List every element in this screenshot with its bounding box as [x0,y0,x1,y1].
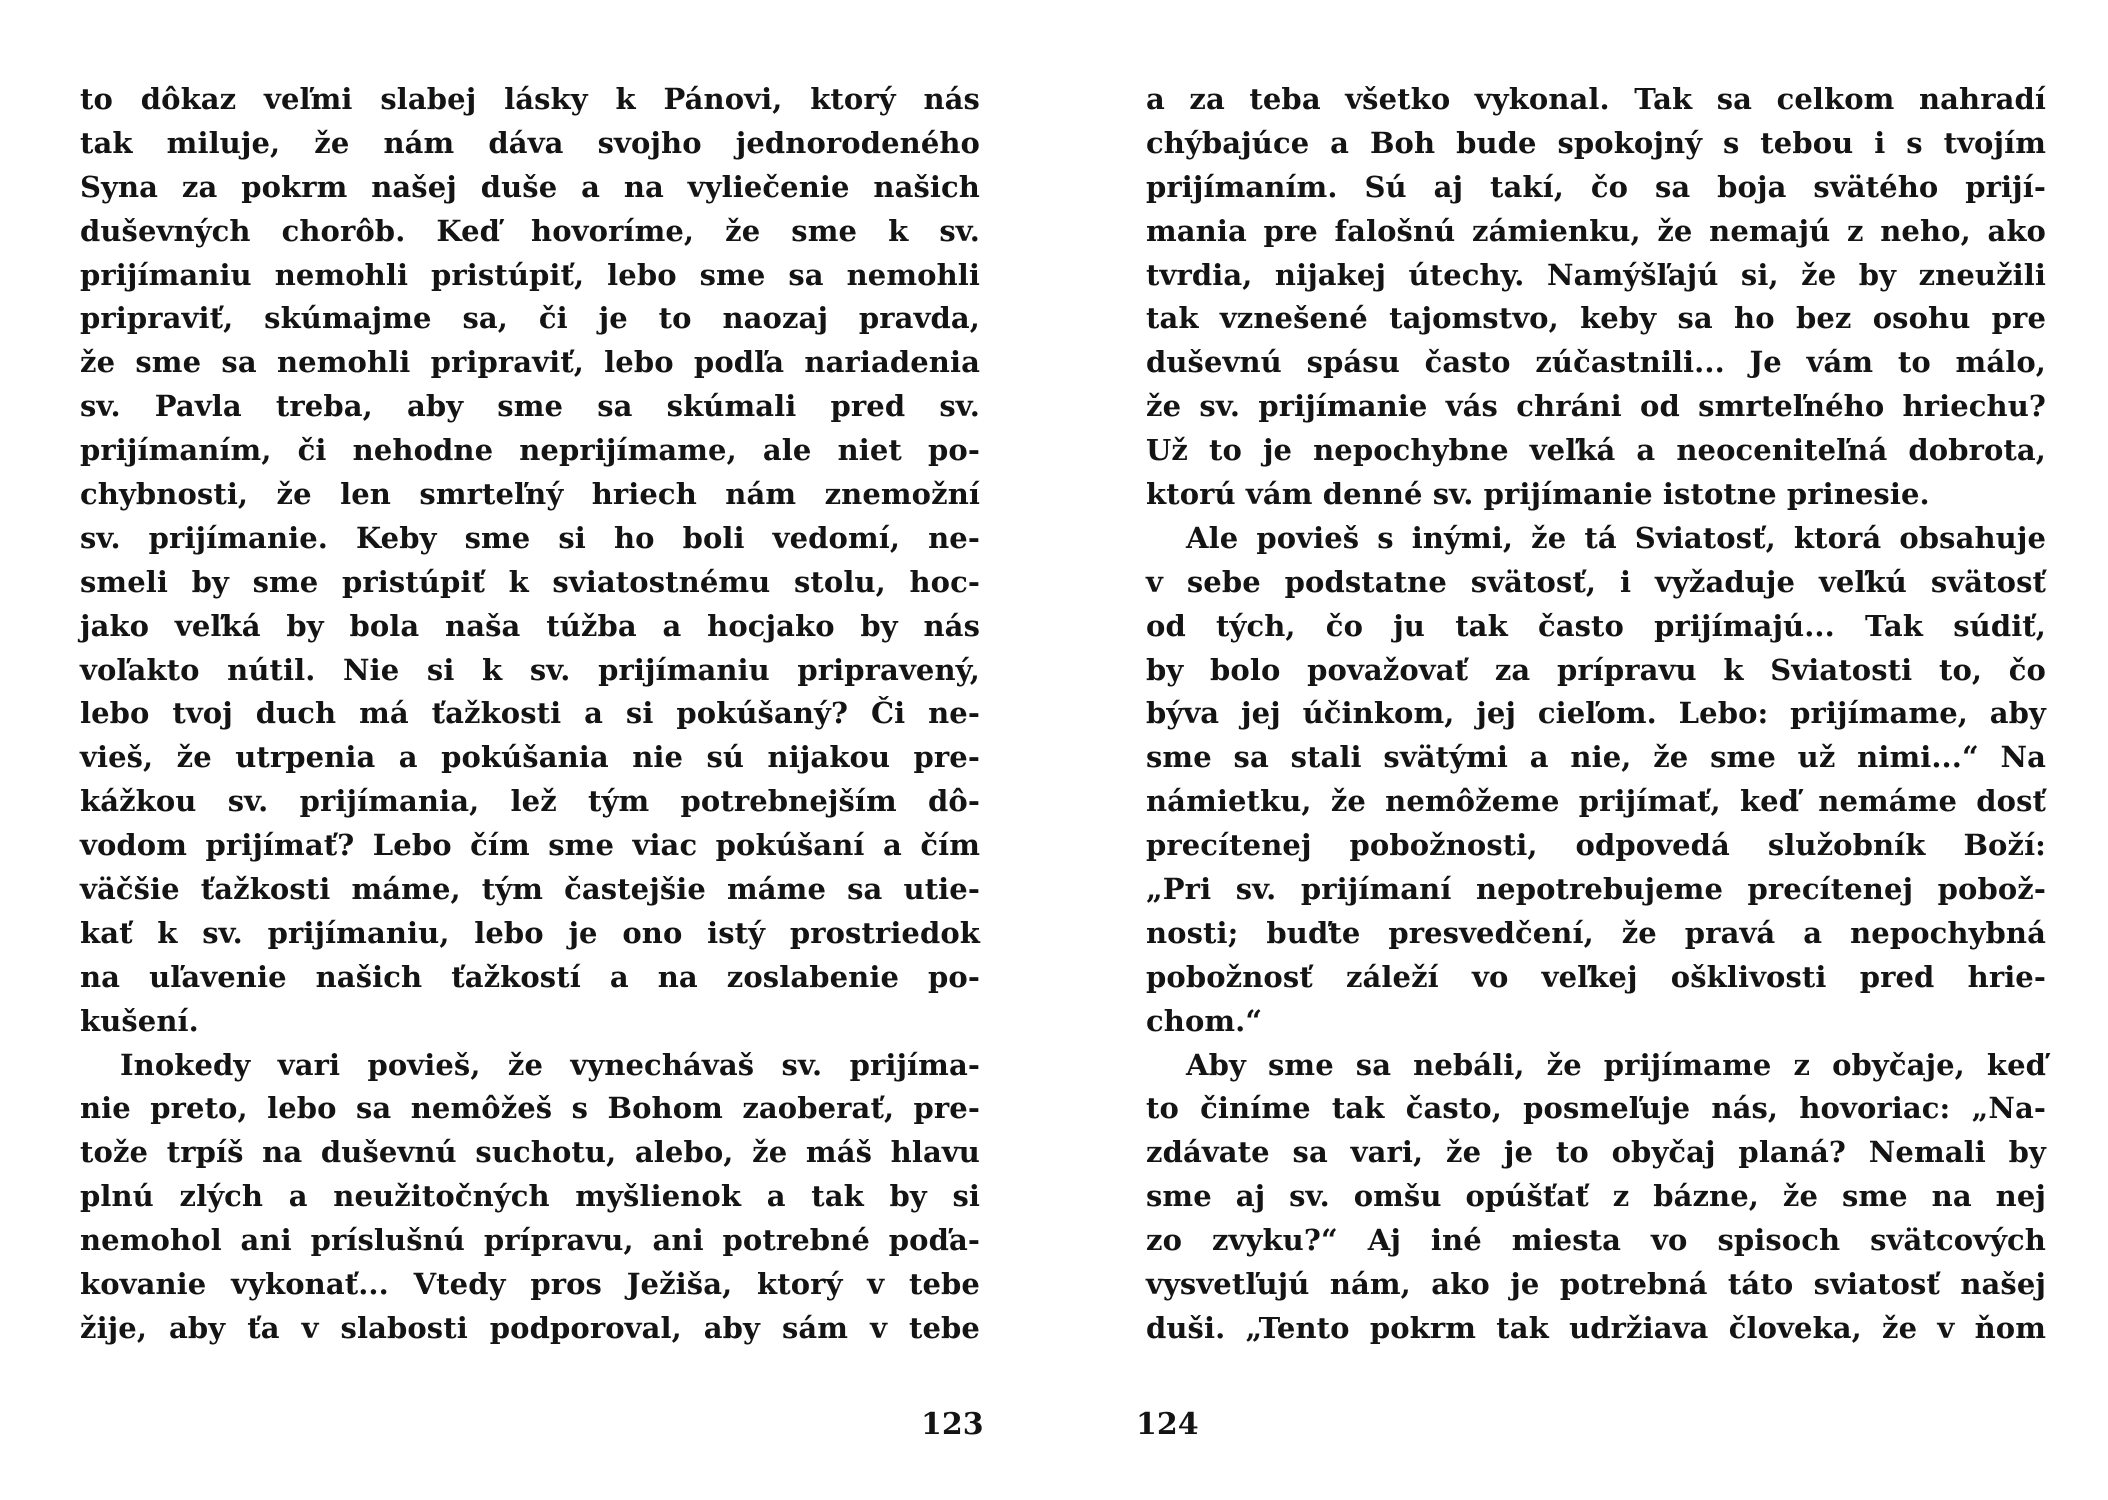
text-line: prijímaním, či nehodne neprijímame, ale niet po- [80,433,980,468]
right-page-text [1146,78,2046,1351]
text-line: prijímaním. Sú aj takí, čo sa boja svätého prijí- [1146,169,2046,204]
left-page-text [80,78,980,1351]
text-line: precítenej pobožnosti, odpovedá služobník Boží: [1146,828,2046,863]
text-line: chybnosti, že len smrteľný hriech nám znemožní [80,477,980,512]
text-line: mania pre falošnú zámienku, že nemajú z neho, ako [1146,213,2046,248]
text-line: by bolo považovať za prípravu k Sviatosti to, čo [1146,652,2046,687]
text-line: v sebe podstatne svätosť, i vyžaduje veľkú svätosť [1146,564,2046,599]
text-line: že sme sa nemohli pripraviť, lebo podľa nariadenia [80,345,980,380]
paragraph-first-line: Ale povieš s inými, že tá Sviatosť, ktorá obsahuje [1186,520,2046,555]
page-number: 124 [1136,1407,1199,1442]
text-line: kušení. [80,1003,199,1038]
text-line: to dôkaz veľmi slabej lásky k Pánovi, ktorý nás [80,82,980,116]
text-line: sv. Pavla treba, aby sme sa skúmali pred sv. [80,389,980,424]
text-line: duševnú spásu často zúčastnili... Je vám to málo, [1146,345,2046,380]
text-line: nemohol ani príslušnú prípravu, ani potrebné poďa- [80,1223,980,1258]
text-line: tože trpíš na duševnú suchotu, alebo, že máš hlavu [80,1135,980,1170]
text-line: väčšie ťažkosti máme, tým častejšie máme sa utie- [80,872,980,907]
text-line: že sv. prijímanie vás chráni od smrteľného hriechu? [1146,389,2046,424]
paragraph-first-line: Aby sme sa nebáli, že prijímame z obyčaje, keď [1186,1047,2046,1082]
text-line: chom.“ [1146,1003,1263,1038]
text-line: býva jej účinkom, jej cieľom. Lebo: prijímame, aby [1146,696,2046,731]
text-line: kať k sv. prijímaniu, lebo je ono istý prostriedok [80,915,980,950]
text-line: ktorú vám denné sv. prijímanie istotne prinesie. [1146,477,1930,512]
text-line: plnú zlých a neužitočných myšlienok a tak by si [80,1179,980,1214]
text-line: na uľavenie našich ťažkostí a na zoslabenie po- [80,959,980,994]
text-line: prijímaniu nemohli pristúpiť, lebo sme sa nemohli [80,257,980,292]
text-line: zdávate sa vari, že je to obyčaj planá? Nemali by [1146,1135,2046,1170]
text-line: od tých, čo ju tak často prijímajú... Tak súdiť, [1146,608,2046,643]
text-line: jako veľká by bola naša túžba a hocjako by nás [80,608,980,643]
text-line: Už to je nepochybne veľká a neoceniteľná dobrota, [1146,433,2046,468]
text-line: kážkou sv. prijímania, lež tým potrebnejším dô- [80,784,980,819]
text-line: tak miluje, že nám dáva svojho jednorodeného [80,125,980,160]
text-line: duševných chorôb. Keď hovoríme, že sme k sv. [80,213,980,248]
text-line: pripraviť, skúmajme sa, či je to naozaj pravda, [80,301,980,336]
text-line: vieš, že utrpenia a pokúšania nie sú nijakou pre- [80,740,980,775]
text-line: to činíme tak často, posmeľuje nás, hovoriac: „Na- [1146,1091,2046,1126]
text-line: tak vznešené tajomstvo, keby sa ho bez osohu pre [1146,301,2046,336]
text-line: sv. prijímanie. Keby sme si ho boli vedomí, ne- [80,520,980,555]
text-line: „Pri sv. prijímaní nepotrebujeme precítenej pobož- [1146,872,2046,907]
text-line: kovanie vykonať... Vtedy pros Ježiša, ktorý v tebe [80,1267,980,1302]
text-line: žije, aby ťa v slabosti podporoval, aby sám v tebe [80,1310,980,1345]
text-line: sme sa stali svätými a nie, že sme už nimi...“ Na [1146,740,2046,775]
text-line: duši. „Tento pokrm tak udržiava človeka, že v ňom [1146,1310,2046,1345]
text-line: námietku, že nemôžeme prijímať, keď nemáme dosť [1146,784,2046,819]
text-line: sme aj sv. omšu opúšťať z bázne, že sme na nej [1146,1179,2046,1214]
text-line: nosti; buďte presvedčení, že pravá a nepochybná [1146,915,2046,950]
text-line: smeli by sme pristúpiť k sviatostnému stolu, hoc- [80,564,980,599]
text-line: vysvetľujú nám, ako je potrebná táto sviatosť našej [1146,1267,2046,1302]
paragraph-first-line: Inokedy vari povieš, že vynechávaš sv. prijíma- [120,1047,980,1082]
text-line: tvrdia, nijakej útechy. Namýšľajú si, že by zneužili [1146,257,2046,292]
text-line: nie preto, lebo sa nemôžeš s Bohom zaoberať, pre- [80,1091,980,1126]
text-line: a za teba všetko vykonal. Tak sa celkom nahradí [1146,82,2046,116]
text-line: Syna za pokrm našej duše a na vyliečenie našich [80,169,980,204]
right-page [1054,0,2108,1500]
text-line: voľakto nútil. Nie si k sv. prijímaniu pripravený, [80,652,980,687]
text-line: lebo tvoj duch má ťažkosti a si pokúšaný? Či ne- [80,696,980,731]
text-line: zo zvyku?“ Aj iné miesta vo spisoch svätcových [1146,1223,2046,1258]
page-number: 123 [921,1407,984,1442]
text-line: vodom prijímať? Lebo čím sme viac pokúšaní a čím [80,828,980,863]
text-line: pobožnosť záleží vo veľkej ošklivosti pred hrie- [1146,959,2046,994]
text-line: chýbajúce a Boh bude spokojný s tebou i s tvojím [1146,125,2046,160]
